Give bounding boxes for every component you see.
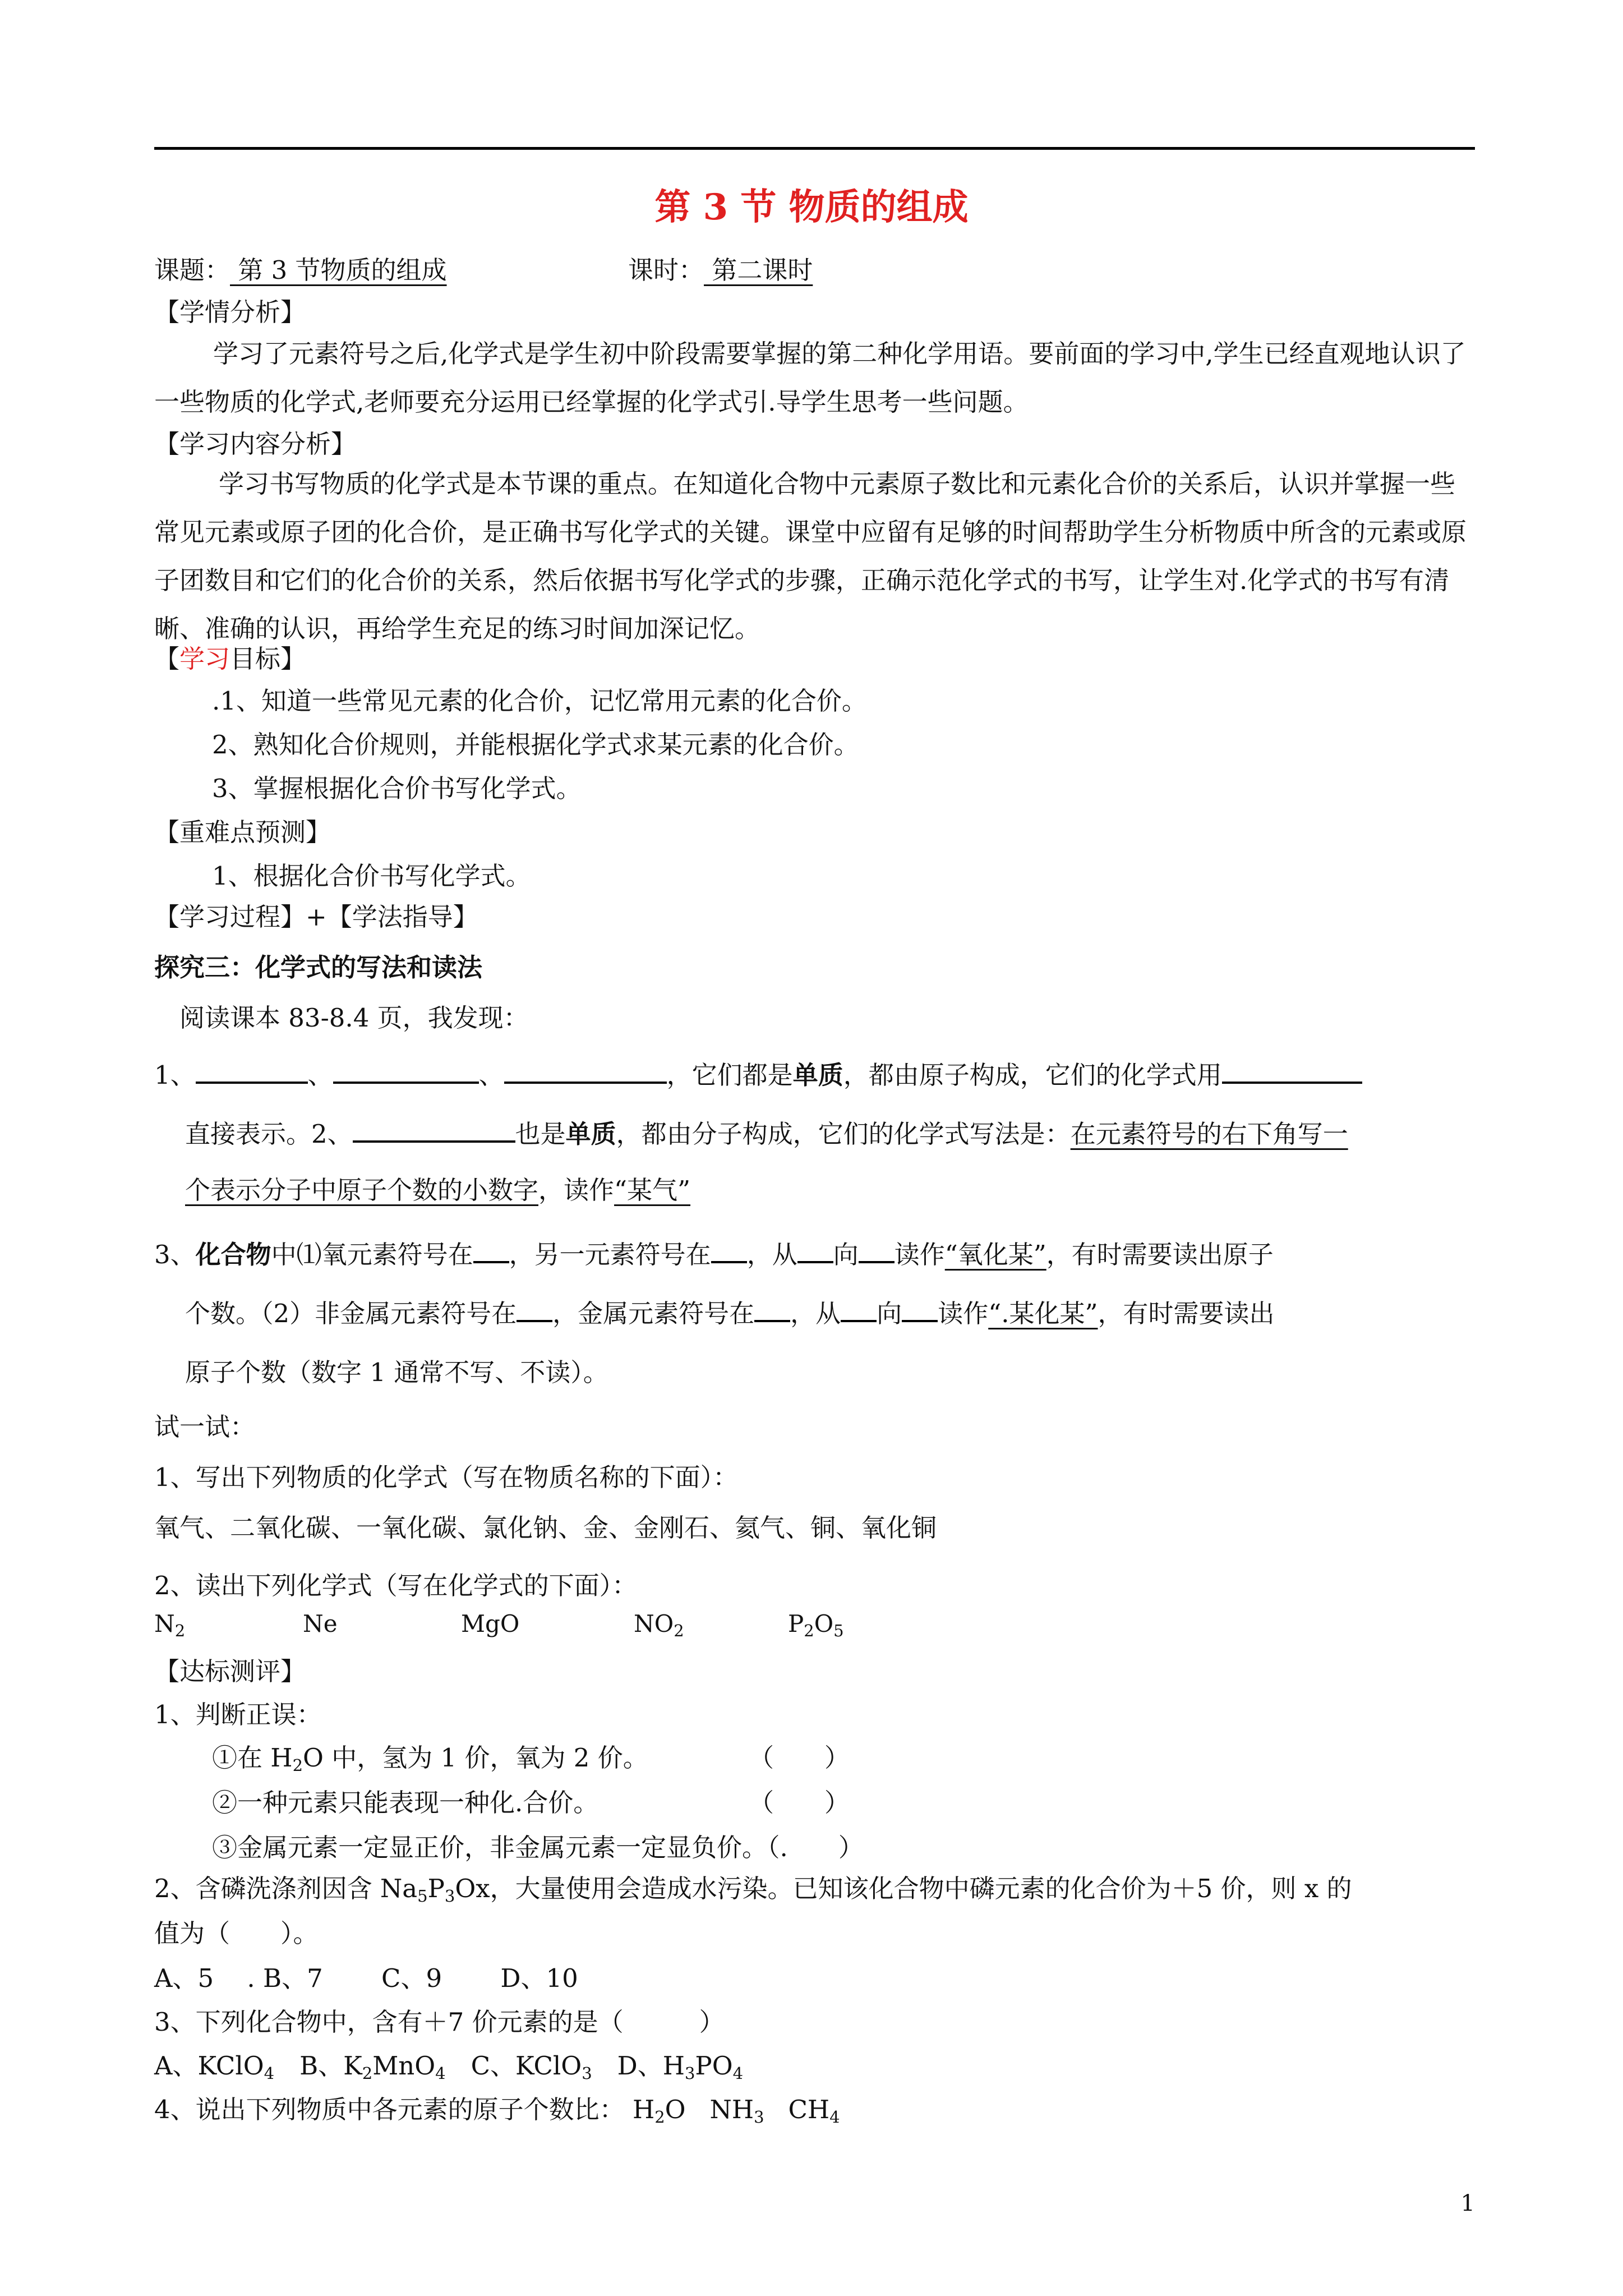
text: 也是 xyxy=(515,1119,566,1149)
blank-line xyxy=(517,1295,552,1322)
underlined-text: 个表示分子中原子个数的小数字 xyxy=(185,1175,539,1205)
try-q1-items: 氧气、二氧化碳、一氧化碳、氯化钠、金、金刚石、氦气、铜、氧化铜 xyxy=(154,1513,937,1543)
text: 直接表示。2、 xyxy=(185,1119,353,1149)
text: ，都由原子构成，它们的化学式用 xyxy=(843,1060,1222,1090)
try-q1: 1、写出下列物质的化学式（写在物质名称的下面）： xyxy=(154,1462,739,1492)
underlined-text: “氧化某” xyxy=(944,1240,1046,1269)
blank-line xyxy=(902,1295,938,1322)
tanjiu-heading: 探究三：化学式的写法和读法 xyxy=(154,953,483,982)
judge-item-3: ③金属元素一定显正价，非金属元素一定显负价。（. ） xyxy=(212,1833,864,1862)
text: 向 xyxy=(877,1299,902,1328)
formula-mgo: MgO xyxy=(461,1610,520,1637)
page-number: 1 xyxy=(1460,2191,1475,2216)
blank-line xyxy=(841,1295,877,1322)
blank-line xyxy=(754,1295,790,1322)
zhongnan-item: 1、根据化合价书写化学式。 xyxy=(212,861,531,891)
text: 中⑴氧元素符号在 xyxy=(271,1240,473,1269)
topic-line xyxy=(154,250,447,286)
header-rule xyxy=(154,147,1475,150)
discover-line-1 xyxy=(154,1055,1362,1091)
blank-line xyxy=(859,1236,895,1263)
text: ，从 xyxy=(790,1299,841,1328)
test-q2-cont: 值为（ ）。 xyxy=(154,1918,319,1948)
section-zhongnan: 【重难点预测】 xyxy=(154,817,331,847)
answer-paren: （ ） xyxy=(749,1743,850,1773)
xueqing-text: 学习了元素符号之后,化学式是学生初中阶段需要掌握的第二种化学用语。要前面的学习中,学生已经直观地认识了一些物质的化学式,老师要充分运用已经掌握的化学式引.导学生思考一些问题。 xyxy=(154,339,1466,417)
judge-item-1: ①在 $H_2O$ 中，氢为 1 价，氧为 2 价。 xyxy=(212,1743,648,1775)
blank-line xyxy=(196,1057,308,1084)
text: 个数。（2）非金属元素符号在 xyxy=(185,1299,517,1328)
test-q2: 2、含磷洗涤剂因含 $Na_5P_3Ox$，大量使用会造成水污染。已知该化合物中磷元素的化合价为＋5 价，则 x 的 xyxy=(154,1874,1352,1906)
section-guocheng: 【学习过程】+【学法指导】 xyxy=(154,902,478,932)
text: ，都由分子构成，它们的化学式写法是： xyxy=(616,1119,1071,1149)
blank-line xyxy=(504,1057,667,1084)
section-neirong: 【学习内容分析】 xyxy=(154,429,357,459)
underlined-text: “.某化某” xyxy=(988,1299,1098,1328)
text: ，读作 xyxy=(538,1175,615,1205)
page-title: 第 3 节 物质的组成 xyxy=(654,186,969,228)
discover-line-6: 原子个数（数字 1 通常不写、不读）。 xyxy=(185,1358,608,1387)
bold-term: 单质 xyxy=(792,1060,843,1090)
test-q1: 1、判断正误： xyxy=(154,1700,322,1729)
test-label: 【达标测评】 xyxy=(154,1657,306,1686)
text: 向 xyxy=(833,1240,859,1269)
blank-line xyxy=(473,1236,509,1263)
discover-line-4 xyxy=(154,1234,1274,1271)
mubiao-bracket-open: 【 xyxy=(154,644,180,674)
text: ，它们都是 xyxy=(666,1060,793,1090)
goal-item: 2、熟知化合价规则，并能根据化学式求某元素的化合价。 xyxy=(212,730,859,760)
text: ，有时需要读出 xyxy=(1098,1299,1275,1328)
test-q2-options: A、5 . B、7 C、9 D、10 xyxy=(154,1963,578,1993)
text: ，有时需要读出原子 xyxy=(1046,1240,1274,1269)
judge-item-2: ②一种元素只能表现一种化.合价。 xyxy=(212,1788,599,1818)
section-xueqing: 【学情分析】 xyxy=(154,297,306,327)
underlined-text: 在元素符号的右下角写一 xyxy=(1070,1119,1348,1149)
section-mubiao xyxy=(154,638,306,675)
separator: 、 xyxy=(478,1060,504,1090)
try-label: 试一试： xyxy=(154,1412,256,1442)
formula-no2: $NO_2$ xyxy=(634,1610,684,1640)
period-value: 第二课时 xyxy=(704,255,813,285)
discover-line-3 xyxy=(185,1170,690,1206)
text: ，从 xyxy=(746,1240,797,1269)
blank-line xyxy=(333,1057,479,1084)
bold-term: 单质 xyxy=(565,1119,616,1149)
blank-line xyxy=(1222,1057,1362,1084)
period-label: 课时： xyxy=(628,255,704,285)
formula-n2: $N_2$ xyxy=(154,1610,186,1640)
topic-label: 课题： xyxy=(154,255,230,285)
test-q3: 3、下列化合物中，含有＋7 价元素的是（ ） xyxy=(154,2007,725,2037)
text: 读作 xyxy=(894,1240,945,1269)
blank-line xyxy=(711,1236,747,1263)
item-number: 3、 xyxy=(154,1240,196,1269)
discover-line-2 xyxy=(185,1114,1348,1150)
goal-item: 3、掌握根据化合价书写化学式。 xyxy=(212,774,582,803)
read-line: 阅读课本 83-8.4 页，我发现： xyxy=(179,1003,529,1033)
neirong-text: 学习书写物质的化学式是本节课的重点。在知道化合物中元素原子数比和元素化合价的关系后，认识并掌握一些常见元素或原子团的化合价，是正确书写化学式的关键。课堂中应留有足够的时间帮助学生分析物质中所含的元素或原子团数目和它们的化合价的关系，然后依据书写化学式的步骤，正确示范化学式的书写，让学生对.化学式的书写有清晰、准确的认识，再给学生充足的练习时间加深记忆。 xyxy=(154,469,1467,643)
item-number: 1、 xyxy=(154,1060,196,1090)
discover-line-5 xyxy=(185,1293,1275,1329)
text: ，另一元素符号在 xyxy=(509,1240,711,1269)
text: ，金属元素符号在 xyxy=(552,1299,755,1328)
blank-line xyxy=(353,1116,515,1143)
mubiao-bracket-close: 目标】 xyxy=(230,644,306,674)
topic-value: 第 3 节物质的组成 xyxy=(230,255,447,285)
separator: 、 xyxy=(307,1060,333,1090)
formula-p2o5: $P_2O_5$ xyxy=(788,1610,844,1640)
test-q4: 4、说出下列物质中各元素的原子个数比： $H_2O$ $NH_3$ $CH_4$ xyxy=(154,2095,840,2127)
text: 读作 xyxy=(938,1299,989,1328)
blank-line xyxy=(797,1236,833,1263)
bold-term: 化合物 xyxy=(195,1240,271,1269)
answer-paren: （ ） xyxy=(749,1788,850,1818)
mubiao-red-text: 学习 xyxy=(179,644,230,674)
goal-item: .1、知道一些常见元素的化合价，记忆常用元素的化合价。 xyxy=(212,686,867,716)
try-q2: 2、读出下列化学式（写在化学式的下面）： xyxy=(154,1571,638,1600)
period-line xyxy=(628,250,813,286)
formula-ne: Ne xyxy=(303,1610,338,1637)
underlined-text: “某气” xyxy=(614,1175,691,1205)
test-q3-options: A、KClO$_4$ B、$K_2MnO_4$ C、KClO$_3$ D、$H_3PO_4$ xyxy=(154,2051,744,2083)
